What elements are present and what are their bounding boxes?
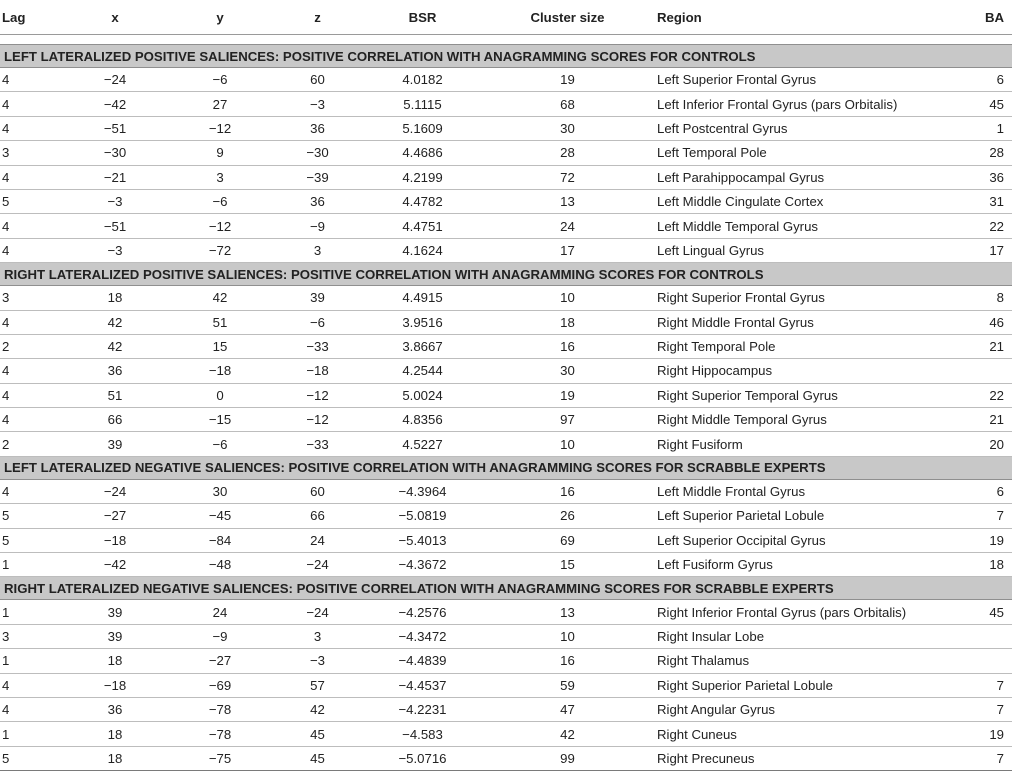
cell-ba: 46 xyxy=(952,310,1012,334)
cell-cluster-size: 30 xyxy=(480,359,655,383)
cell-y: 9 xyxy=(170,141,270,165)
cell-x: −3 xyxy=(60,189,170,213)
cell-region: Left Temporal Pole xyxy=(655,141,952,165)
cell-lag: 5 xyxy=(0,189,60,213)
cell-region: Right Fusiform xyxy=(655,432,952,456)
cell-y: −6 xyxy=(170,68,270,92)
cell-ba xyxy=(952,624,1012,648)
cell-z: 60 xyxy=(270,479,365,503)
cell-z: 66 xyxy=(270,504,365,528)
cell-bsr: −4.3964 xyxy=(365,479,480,503)
cell-x: −51 xyxy=(60,214,170,238)
cell-region: Left Lingual Gyrus xyxy=(655,238,952,262)
cell-y: 42 xyxy=(170,286,270,310)
section-header-row xyxy=(0,45,1012,68)
cell-bsr: 3.9516 xyxy=(365,310,480,334)
cell-region: Left Superior Parietal Lobule xyxy=(655,504,952,528)
cell-z: −33 xyxy=(270,432,365,456)
table-row xyxy=(0,116,1012,140)
table-row xyxy=(0,697,1012,721)
cell-cluster-size: 69 xyxy=(480,528,655,552)
table-row xyxy=(0,141,1012,165)
cell-z: −24 xyxy=(270,553,365,577)
cell-lag: 5 xyxy=(0,746,60,770)
cell-cluster-size: 16 xyxy=(480,479,655,503)
table-row xyxy=(0,553,1012,577)
cell-cluster-size: 10 xyxy=(480,624,655,648)
table-row xyxy=(0,310,1012,334)
cell-x: −18 xyxy=(60,673,170,697)
cell-z: 36 xyxy=(270,189,365,213)
cell-lag: 4 xyxy=(0,214,60,238)
cell-cluster-size: 16 xyxy=(480,649,655,673)
column-header-ba: BA xyxy=(984,9,1004,25)
cell-region: Right Middle Temporal Gyrus xyxy=(655,408,952,432)
column-header-z: z xyxy=(314,9,321,25)
cell-z: 45 xyxy=(270,746,365,770)
cell-bsr: −4.3672 xyxy=(365,553,480,577)
cell-cluster-size: 42 xyxy=(480,722,655,746)
table-row xyxy=(0,238,1012,262)
cell-x: 18 xyxy=(60,722,170,746)
cell-lag: 2 xyxy=(0,432,60,456)
cell-y: −6 xyxy=(170,432,270,456)
cell-y: −69 xyxy=(170,673,270,697)
cell-region: Right Superior Frontal Gyrus xyxy=(655,286,952,310)
cell-bsr: 4.0182 xyxy=(365,68,480,92)
table-row xyxy=(0,92,1012,116)
cell-ba: 6 xyxy=(952,479,1012,503)
cell-bsr: 4.4782 xyxy=(365,189,480,213)
cell-y: −84 xyxy=(170,528,270,552)
cell-lag: 4 xyxy=(0,238,60,262)
cell-cluster-size: 13 xyxy=(480,189,655,213)
cell-cluster-size: 10 xyxy=(480,432,655,456)
cell-cluster-size: 15 xyxy=(480,553,655,577)
cell-cluster-size: 17 xyxy=(480,238,655,262)
cell-lag: 4 xyxy=(0,697,60,721)
cell-cluster-size: 97 xyxy=(480,408,655,432)
cell-cluster-size: 28 xyxy=(480,141,655,165)
cell-bsr: 4.4751 xyxy=(365,214,480,238)
cell-lag: 1 xyxy=(0,553,60,577)
cell-x: −21 xyxy=(60,165,170,189)
cell-ba: 28 xyxy=(952,141,1012,165)
cell-region: Right Angular Gyrus xyxy=(655,697,952,721)
cell-y: −6 xyxy=(170,189,270,213)
cell-cluster-size: 26 xyxy=(480,504,655,528)
cell-region: Left Middle Cingulate Cortex xyxy=(655,189,952,213)
table-body xyxy=(0,35,1012,771)
cell-region: Left Middle Frontal Gyrus xyxy=(655,479,952,503)
cell-region: Right Middle Frontal Gyrus xyxy=(655,310,952,334)
cell-x: −18 xyxy=(60,528,170,552)
cell-z: 39 xyxy=(270,286,365,310)
cell-y: 24 xyxy=(170,600,270,624)
table-row xyxy=(0,359,1012,383)
cell-bsr: 5.1609 xyxy=(365,116,480,140)
cell-lag: 4 xyxy=(0,408,60,432)
cell-region: Left Superior Occipital Gyrus xyxy=(655,528,952,552)
column-header-x: x xyxy=(111,9,119,25)
cell-z: −18 xyxy=(270,359,365,383)
cell-ba: 1 xyxy=(952,116,1012,140)
cell-lag: 4 xyxy=(0,116,60,140)
cell-z: 57 xyxy=(270,673,365,697)
cell-y: −72 xyxy=(170,238,270,262)
cell-lag: 3 xyxy=(0,286,60,310)
cell-lag: 4 xyxy=(0,165,60,189)
table-row xyxy=(0,68,1012,92)
column-header-bsr: BSR xyxy=(408,9,437,25)
table-row xyxy=(0,165,1012,189)
table-row xyxy=(0,189,1012,213)
cell-cluster-size: 68 xyxy=(480,92,655,116)
cell-bsr: 4.2199 xyxy=(365,165,480,189)
cell-bsr: 5.1115 xyxy=(365,92,480,116)
cell-region: Right Cuneus xyxy=(655,722,952,746)
cell-lag: 3 xyxy=(0,624,60,648)
cell-y: −48 xyxy=(170,553,270,577)
cell-region: Left Inferior Frontal Gyrus (pars Orbitalis) xyxy=(655,92,952,116)
cell-bsr: −4.4839 xyxy=(365,649,480,673)
cell-cluster-size: 18 xyxy=(480,310,655,334)
header-spacer xyxy=(0,35,1012,45)
section-header-row xyxy=(0,456,1012,479)
cell-x: 18 xyxy=(60,286,170,310)
cell-ba: 22 xyxy=(952,383,1012,407)
cell-x: −24 xyxy=(60,68,170,92)
cell-lag: 1 xyxy=(0,600,60,624)
header-row xyxy=(0,0,1012,35)
cell-ba: 31 xyxy=(952,189,1012,213)
table-row xyxy=(0,746,1012,770)
cell-y: −12 xyxy=(170,116,270,140)
cell-ba: 21 xyxy=(952,408,1012,432)
cell-region: Right Temporal Pole xyxy=(655,334,952,358)
cell-ba: 20 xyxy=(952,432,1012,456)
cell-cluster-size: 59 xyxy=(480,673,655,697)
cell-lag: 1 xyxy=(0,722,60,746)
cell-region: Left Parahippocampal Gyrus xyxy=(655,165,952,189)
cell-lag: 5 xyxy=(0,504,60,528)
cell-cluster-size: 19 xyxy=(480,68,655,92)
cell-x: −3 xyxy=(60,238,170,262)
cell-bsr: 4.5227 xyxy=(365,432,480,456)
cell-y: −18 xyxy=(170,359,270,383)
cell-lag: 3 xyxy=(0,141,60,165)
cell-y: −75 xyxy=(170,746,270,770)
section-header-row xyxy=(0,263,1012,286)
cell-ba: 17 xyxy=(952,238,1012,262)
cell-lag: 4 xyxy=(0,68,60,92)
cell-x: 42 xyxy=(60,334,170,358)
cell-z: 24 xyxy=(270,528,365,552)
cell-y: 3 xyxy=(170,165,270,189)
cell-bsr: −4.2576 xyxy=(365,600,480,624)
cell-region: Left Superior Frontal Gyrus xyxy=(655,68,952,92)
cell-y: −15 xyxy=(170,408,270,432)
cell-cluster-size: 16 xyxy=(480,334,655,358)
cell-ba xyxy=(952,359,1012,383)
cell-ba: 7 xyxy=(952,504,1012,528)
cell-region: Left Middle Temporal Gyrus xyxy=(655,214,952,238)
table-row xyxy=(0,479,1012,503)
table-row xyxy=(0,214,1012,238)
cell-cluster-size: 72 xyxy=(480,165,655,189)
cell-z: 45 xyxy=(270,722,365,746)
column-header-lag: Lag xyxy=(2,9,26,25)
cell-z: −9 xyxy=(270,214,365,238)
cell-x: 18 xyxy=(60,649,170,673)
cell-bsr: −5.0819 xyxy=(365,504,480,528)
cell-ba: 19 xyxy=(952,722,1012,746)
cell-cluster-size: 99 xyxy=(480,746,655,770)
table-row xyxy=(0,649,1012,673)
cell-x: 39 xyxy=(60,600,170,624)
cell-z: −24 xyxy=(270,600,365,624)
table-row xyxy=(0,334,1012,358)
cell-bsr: −5.0716 xyxy=(365,746,480,770)
cell-ba: 6 xyxy=(952,68,1012,92)
cell-ba xyxy=(952,649,1012,673)
table-row xyxy=(0,673,1012,697)
cell-bsr: −4.2231 xyxy=(365,697,480,721)
cell-cluster-size: 47 xyxy=(480,697,655,721)
cell-cluster-size: 30 xyxy=(480,116,655,140)
cell-lag: 2 xyxy=(0,334,60,358)
cell-lag: 5 xyxy=(0,528,60,552)
cell-x: −51 xyxy=(60,116,170,140)
cell-x: −42 xyxy=(60,553,170,577)
table-row xyxy=(0,408,1012,432)
cell-z: −6 xyxy=(270,310,365,334)
cell-bsr: 4.2544 xyxy=(365,359,480,383)
cell-x: 18 xyxy=(60,746,170,770)
cell-y: 30 xyxy=(170,479,270,503)
cell-region: Right Insular Lobe xyxy=(655,624,952,648)
table-row xyxy=(0,528,1012,552)
cell-ba: 7 xyxy=(952,746,1012,770)
cell-z: 60 xyxy=(270,68,365,92)
table-row xyxy=(0,624,1012,648)
cell-bsr: 4.8356 xyxy=(365,408,480,432)
cell-x: −30 xyxy=(60,141,170,165)
cell-bsr: −4.583 xyxy=(365,722,480,746)
cell-lag: 4 xyxy=(0,383,60,407)
cell-region: Right Hippocampus xyxy=(655,359,952,383)
cell-region: Right Superior Temporal Gyrus xyxy=(655,383,952,407)
cell-bsr: 3.8667 xyxy=(365,334,480,358)
cell-y: −78 xyxy=(170,722,270,746)
column-header-region: Region xyxy=(657,9,702,25)
cell-ba: 8 xyxy=(952,286,1012,310)
cell-region: Right Precuneus xyxy=(655,746,952,770)
cell-region: Left Fusiform Gyrus xyxy=(655,553,952,577)
cell-region: Right Thalamus xyxy=(655,649,952,673)
table-row xyxy=(0,504,1012,528)
cell-x: 39 xyxy=(60,624,170,648)
cell-region: Left Postcentral Gyrus xyxy=(655,116,952,140)
spacer-cell xyxy=(0,35,1012,45)
cell-x: 66 xyxy=(60,408,170,432)
cell-z: −3 xyxy=(270,92,365,116)
cell-y: 51 xyxy=(170,310,270,334)
cell-ba: 19 xyxy=(952,528,1012,552)
cell-bsr: 4.4915 xyxy=(365,286,480,310)
cell-x: 51 xyxy=(60,383,170,407)
cell-cluster-size: 13 xyxy=(480,600,655,624)
cell-ba: 22 xyxy=(952,214,1012,238)
cell-y: 0 xyxy=(170,383,270,407)
cell-ba: 7 xyxy=(952,697,1012,721)
cell-z: −12 xyxy=(270,383,365,407)
cell-lag: 4 xyxy=(0,359,60,383)
table-row xyxy=(0,383,1012,407)
column-header-y: y xyxy=(216,9,224,25)
table-row xyxy=(0,432,1012,456)
cell-lag: 4 xyxy=(0,92,60,116)
cell-y: −78 xyxy=(170,697,270,721)
cell-y: −27 xyxy=(170,649,270,673)
cell-region: Right Superior Parietal Lobule xyxy=(655,673,952,697)
cell-bsr: −4.4537 xyxy=(365,673,480,697)
cell-lag: 4 xyxy=(0,310,60,334)
cell-z: −3 xyxy=(270,649,365,673)
cell-x: 36 xyxy=(60,359,170,383)
cell-x: 39 xyxy=(60,432,170,456)
section-title: RIGHT LATERALIZED NEGATIVE SALIENCES: POSITIVE CORRELATION WITH ANAGRAMMING SCORES FOR SCRABBLE EXPERTS xyxy=(0,577,1012,600)
cell-y: −12 xyxy=(170,214,270,238)
section-title: RIGHT LATERALIZED POSITIVE SALIENCES: POSITIVE CORRELATION WITH ANAGRAMMING SCORES FOR CONTROLS xyxy=(0,263,1012,286)
section-title: LEFT LATERALIZED POSITIVE SALIENCES: POSITIVE CORRELATION WITH ANAGRAMMING SCORES FOR CONTROLS xyxy=(0,45,1012,68)
cell-x: −24 xyxy=(60,479,170,503)
cell-lag: 4 xyxy=(0,673,60,697)
cell-z: −33 xyxy=(270,334,365,358)
cell-y: 27 xyxy=(170,92,270,116)
cell-cluster-size: 19 xyxy=(480,383,655,407)
section-header-row xyxy=(0,577,1012,600)
cell-x: 42 xyxy=(60,310,170,334)
cell-z: 36 xyxy=(270,116,365,140)
cell-z: −30 xyxy=(270,141,365,165)
cell-z: −12 xyxy=(270,408,365,432)
cell-x: −42 xyxy=(60,92,170,116)
cell-z: 3 xyxy=(270,238,365,262)
cell-y: 15 xyxy=(170,334,270,358)
cell-ba: 45 xyxy=(952,600,1012,624)
section-title: LEFT LATERALIZED NEGATIVE SALIENCES: POSITIVE CORRELATION WITH ANAGRAMMING SCORES FOR SCRABBLE EXPERTS xyxy=(0,456,1012,479)
cell-cluster-size: 10 xyxy=(480,286,655,310)
cell-x: 36 xyxy=(60,697,170,721)
cell-x: −27 xyxy=(60,504,170,528)
cell-z: 3 xyxy=(270,624,365,648)
cell-bsr: 5.0024 xyxy=(365,383,480,407)
cell-bsr: 4.4686 xyxy=(365,141,480,165)
cell-y: −45 xyxy=(170,504,270,528)
cell-ba: 18 xyxy=(952,553,1012,577)
table-row xyxy=(0,286,1012,310)
cell-ba: 36 xyxy=(952,165,1012,189)
cell-y: −9 xyxy=(170,624,270,648)
cell-ba: 45 xyxy=(952,92,1012,116)
column-header-cluster-size: Cluster size xyxy=(530,9,605,25)
cell-cluster-size: 24 xyxy=(480,214,655,238)
cell-lag: 1 xyxy=(0,649,60,673)
cell-z: −39 xyxy=(270,165,365,189)
cell-lag: 4 xyxy=(0,479,60,503)
table-row xyxy=(0,600,1012,624)
cell-z: 42 xyxy=(270,697,365,721)
cell-ba: 7 xyxy=(952,673,1012,697)
cell-bsr: 4.1624 xyxy=(365,238,480,262)
table-row xyxy=(0,722,1012,746)
cell-bsr: −5.4013 xyxy=(365,528,480,552)
cell-ba: 21 xyxy=(952,334,1012,358)
cell-bsr: −4.3472 xyxy=(365,624,480,648)
cell-region: Right Inferior Frontal Gyrus (pars Orbitalis) xyxy=(655,600,952,624)
